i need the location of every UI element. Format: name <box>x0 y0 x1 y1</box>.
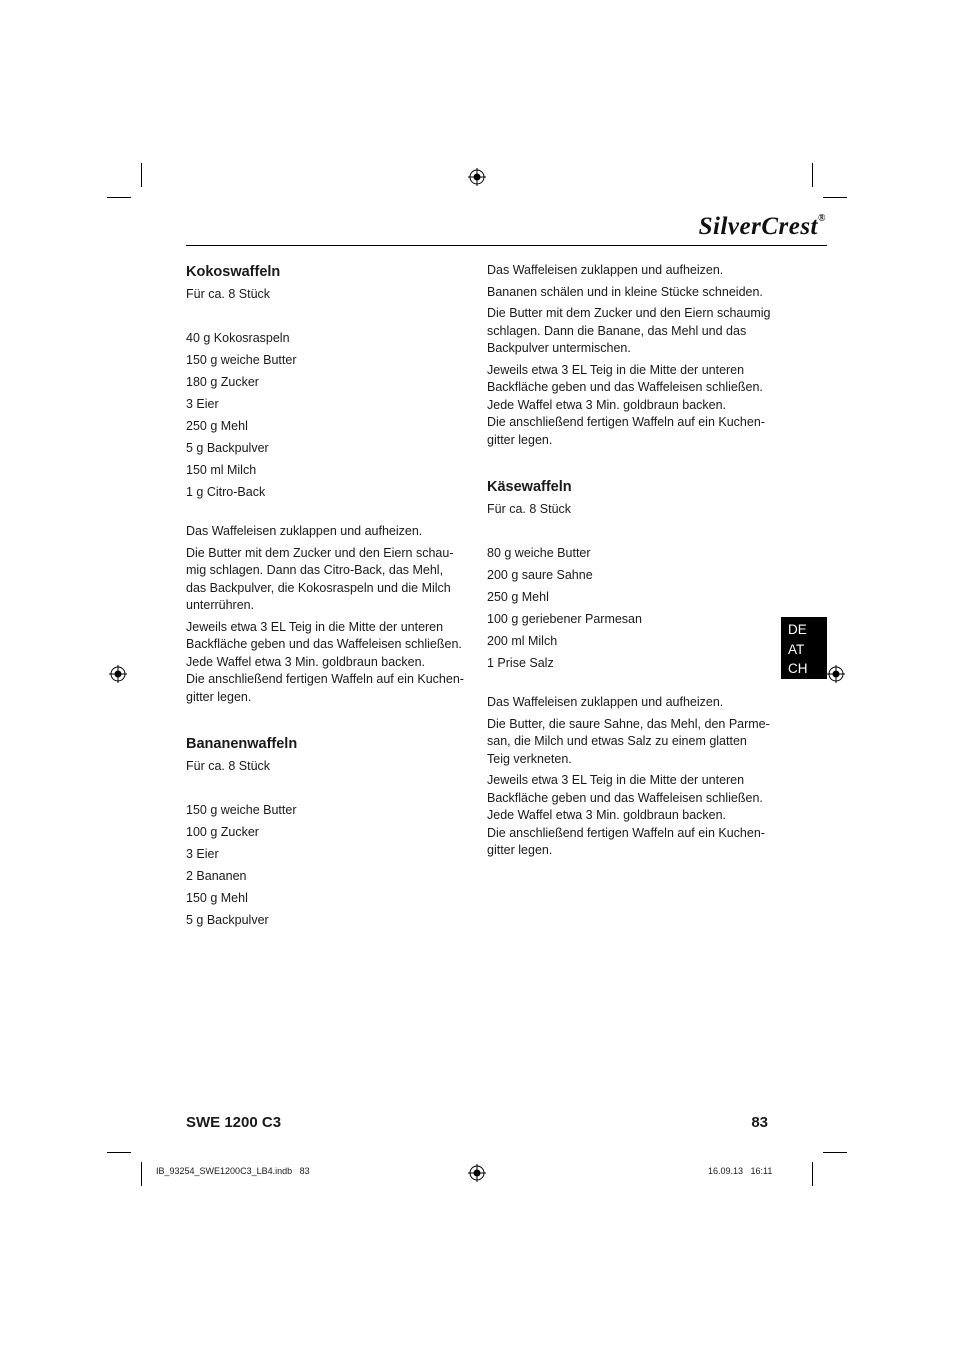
language-code: CH <box>788 661 808 676</box>
ingredient-item: 2 Bananen <box>186 868 247 883</box>
ingredient-list <box>186 802 476 930</box>
header-rule <box>186 245 827 246</box>
registration-mark-icon <box>109 665 127 683</box>
registered-mark: ® <box>818 213 826 224</box>
ingredient-item: 5 g Backpulver <box>186 440 269 455</box>
ingredient-item: 150 ml Milch <box>186 462 257 477</box>
ingredient-item: 250 g Mehl <box>487 589 549 604</box>
ingredient-item: 150 g weiche Butter <box>186 352 297 367</box>
ingredient-item: 100 g geriebener Parmesan <box>487 611 642 626</box>
recipe-step: Die Butter, die saure Sahne, das Mehl, den Parme- san, die Milch und etwas Salz zu einem glatten Teig verkneten. <box>487 716 770 766</box>
print-slug-date: 16.09.13 16:11 <box>708 1166 773 1176</box>
ingredient-item: 1 Prise Salz <box>487 655 554 670</box>
ingredient-item: 40 g Kokosraspeln <box>186 330 290 345</box>
ingredient-item: 3 Eier <box>186 846 219 861</box>
crop-mark <box>812 1162 813 1186</box>
crop-mark <box>141 163 142 187</box>
crop-mark <box>107 1152 131 1153</box>
left-column <box>186 262 476 934</box>
ingredient-item: 150 g Mehl <box>186 890 248 905</box>
recipe-step: Das Waffeleisen zuklappen und aufheizen. <box>487 263 724 277</box>
print-slug-file: IB_93254_SWE1200C3_LB4.indb 83 <box>156 1166 310 1176</box>
recipe-servings: Für ca. 8 Stück <box>487 502 572 516</box>
recipe-step: Das Waffeleisen zuklappen und aufheizen. <box>487 695 724 709</box>
ingredient-item: 150 g weiche Butter <box>186 802 297 817</box>
recipe-step: Die Butter mit dem Zucker und den Eiern schau- mig schlagen. Dann das Citro-Back, das Mehl, das Backpulver, die Kokosraspeln und die Milch unterrühren. <box>186 545 454 612</box>
ingredient-item: 3 Eier <box>186 396 219 411</box>
ingredient-item: 1 g Citro-Back <box>186 484 266 499</box>
recipe-step: Die Butter mit dem Zucker und den Eiern schaumig schlagen. Dann die Banane, das Mehl und das Backpulver untermischen. <box>487 306 771 355</box>
model-number: SWE 1200 C3 <box>186 1114 282 1131</box>
recipe-steps <box>186 523 476 706</box>
right-column <box>487 262 777 864</box>
registration-mark-icon <box>468 1164 486 1182</box>
recipe-step: Jeweils etwa 3 EL Teig in die Mitte der unteren Backfläche geben und das Waffeleisen schließen. Jede Waffel etwa 3 Min. goldbraun backen. Die anschließend fertigen Waffeln auf ein Kuchen- gitter legen. <box>487 773 765 857</box>
recipe-title: Kokoswaffeln <box>186 264 281 280</box>
recipe-step: Bananen schälen und in kleine Stücke schneiden. <box>487 284 763 299</box>
crop-mark <box>107 197 131 198</box>
ingredient-list <box>487 545 777 673</box>
recipe-servings: Für ca. 8 Stück <box>186 759 271 773</box>
recipe-step: Jeweils etwa 3 EL Teig in die Mitte der unteren Backfläche geben und das Waffeleisen schließen. Jede Waffel etwa 3 Min. goldbraun backen. Die anschließend fertigen Waffeln auf ein Kuchen- gitter legen. <box>186 619 464 704</box>
ingredient-list <box>186 330 476 502</box>
language-tab <box>781 617 827 679</box>
ingredient-item: 80 g weiche Butter <box>487 545 591 560</box>
recipe-step: Das Waffeleisen zuklappen und aufheizen. <box>186 524 423 538</box>
language-code: DE <box>788 622 807 637</box>
registration-mark-icon <box>468 168 486 186</box>
language-code: AT <box>788 641 805 657</box>
ingredient-item: 250 g Mehl <box>186 418 248 433</box>
ingredient-item: 5 g Backpulver <box>186 912 269 927</box>
ingredient-item: 200 ml Milch <box>487 633 558 648</box>
crop-mark <box>812 163 813 187</box>
crop-mark <box>823 197 847 198</box>
registration-mark-icon <box>827 665 845 683</box>
brand-name: SilverCrest <box>698 213 819 240</box>
ingredient-item: 180 g Zucker <box>186 374 259 389</box>
ingredient-item: 200 g saure Sahne <box>487 567 593 582</box>
page-number: 83 <box>751 1114 768 1131</box>
recipe-steps <box>487 694 777 860</box>
recipe-servings: Für ca. 8 Stück <box>186 287 271 301</box>
brand-logo <box>699 213 826 241</box>
ingredient-item: 100 g Zucker <box>186 824 259 839</box>
crop-mark <box>141 1162 142 1186</box>
recipe-title: Käsewaffeln <box>487 479 572 495</box>
recipe-step: Jeweils etwa 3 EL Teig in die Mitte der unteren Backfläche geben und das Waffeleisen schließen. Jede Waffel etwa 3 Min. goldbraun backen. Die anschließend fertigen Waffeln auf ein Kuchen- gitter legen. <box>487 362 765 447</box>
recipe-title: Bananenwaffeln <box>186 736 298 752</box>
recipe-steps <box>487 262 777 449</box>
crop-mark <box>823 1152 847 1153</box>
